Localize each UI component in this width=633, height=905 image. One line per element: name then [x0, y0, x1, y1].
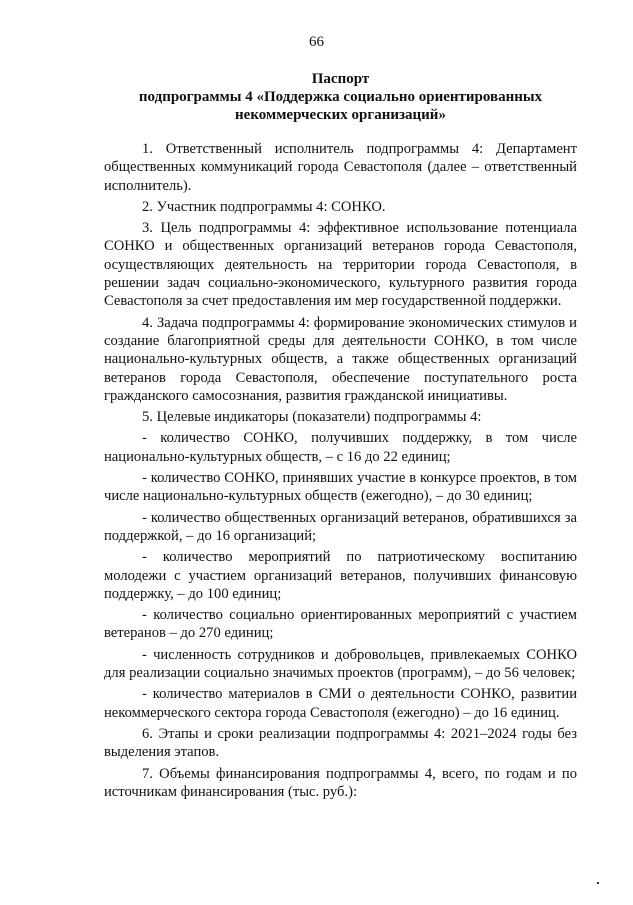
paragraph: 2. Участник подпрограммы 4: СОНКО. — [142, 198, 386, 215]
list-item: - численность сотрудников и добровольцев, привлекаемых СОНКО для реализации социально значимых проектов (программ), – до 56 человек; — [104, 646, 577, 682]
page-number: 66 — [309, 34, 324, 50]
document-title — [104, 70, 577, 124]
list-item: - количество СОНКО, получивших поддержку, в том числе национально-культурных обществ, – с 16 до 22 единиц; — [104, 430, 577, 465]
paragraph: 4. Задача подпрограммы 4: формирование экономических стимулов и создание благоприятной среды для деятельности СОНКО, в том числе национально-культурных обществ, а также общественных организаций ветеранов города Севастополя, обеспечение поступательного роста гражданского самосознания, развития гражданской инициативы. — [104, 314, 577, 404]
paragraph: 3. Цель подпрограммы 4: эффективное использование потенциала СОНКО и общественных организаций ветеранов города Севастополя, осуществляющих деятельность на территории города Севастополя, в решении задач социально-экономического, культурного развития города Севастополя за счет предоставления им мер государственной поддержки. — [104, 220, 577, 310]
title-line-3: некоммерческих организаций» — [235, 107, 446, 123]
title-line-2: подпрограммы 4 «Поддержка социально ориентированных — [138, 89, 543, 105]
paragraph: 7. Объемы финансирования подпрограммы 4, всего, по годам и по источникам финансирования (тыс. руб.): — [104, 765, 577, 800]
document-body — [104, 140, 577, 801]
paragraph: 6. Этапы и сроки реализации подпрограммы 4: 2021–2024 годы без выделения этапов. — [104, 725, 577, 761]
scan-speck — [597, 882, 599, 884]
list-item: - количество социально ориентированных мероприятий с участием ветеранов – до 270 единиц; — [104, 607, 577, 642]
list-item: - количество мероприятий по патриотическому воспитанию молодежи с участием организаций ветеранов, получивших финансовую поддержку, – до 100 единиц; — [104, 549, 577, 602]
list-item: - количество СОНКО, принявших участие в конкурсе проектов, в том числе национально-культурных обществ (ежегодно), – до 30 единиц; — [104, 470, 577, 505]
title-line-1: Паспорт — [311, 71, 370, 87]
list-item: - количество материалов в СМИ о деятельности СОНКО, развитии некоммерческого сектора города Севастополя (ежегодно) – до 16 единиц. — [104, 686, 577, 721]
paragraph: 1. Ответственный исполнитель подпрограммы 4: Департамент общественных коммуникаций города Севастополя (далее – ответственный исполнитель). — [104, 141, 577, 194]
list-item: - количество общественных организаций ветеранов, обратившихся за поддержкой, – до 16 организаций; — [104, 509, 577, 544]
paragraph: 5. Целевые индикаторы (показатели) подпрограммы 4: — [142, 409, 482, 426]
